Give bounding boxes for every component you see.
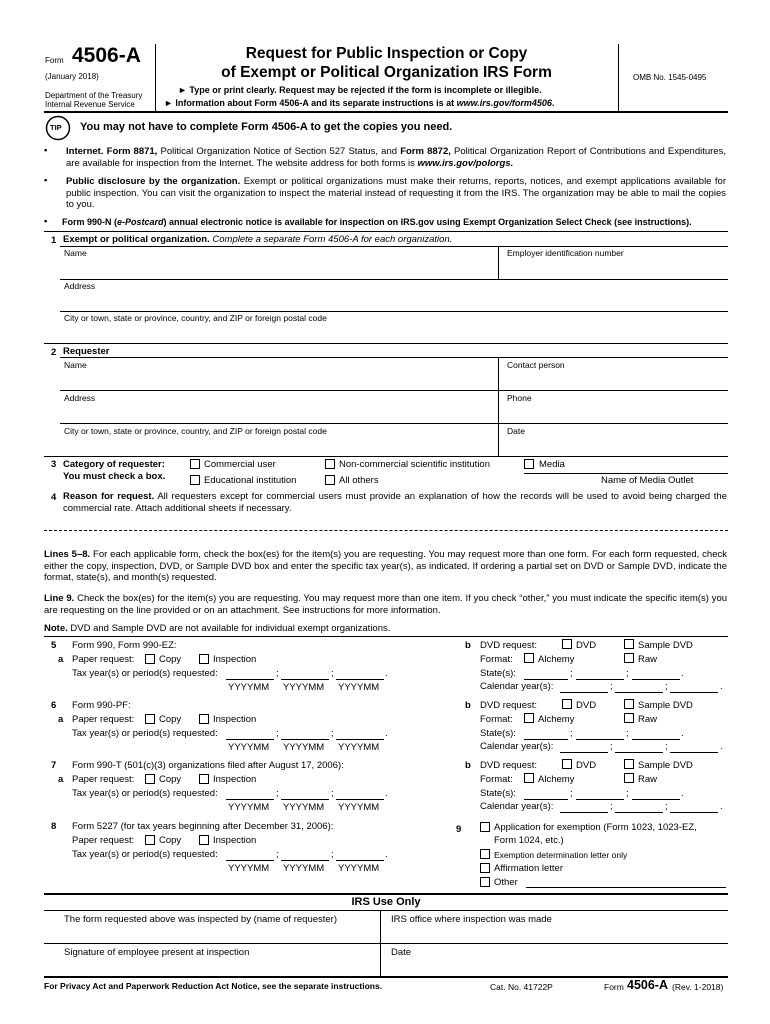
line7-dvd-request-label: DVD request: — [480, 760, 538, 771]
line7-taxyears-label: Tax year(s) or period(s) requested: — [72, 788, 218, 799]
line7-dvd-checkbox[interactable] — [562, 759, 572, 769]
line6-copy-checkbox[interactable] — [145, 714, 155, 724]
line6-year-field[interactable] — [226, 727, 274, 740]
requester-address-field[interactable] — [60, 404, 497, 422]
contact-person-field[interactable] — [499, 372, 727, 390]
line7-alchemy-label: Alchemy — [538, 774, 575, 785]
line6-dvd-request-label: DVD request: — [480, 700, 538, 711]
form4506-link[interactable]: www.irs.gov/form4506 — [456, 98, 552, 108]
line6-sep: ; — [570, 728, 573, 739]
line5-calendar-field[interactable] — [670, 680, 718, 693]
bullet-internet: Internet. Form 8871, Political Organization Notice of Section 527 Status, and Form 8872, Political Organization Report of Contributions and Expenditures, are available for inspection from the Internet. The website address for both forms is www.irs.gov/polorgs. — [66, 146, 726, 169]
footer-form-number: 4506-A — [627, 978, 668, 992]
line6-b-marker: b — [465, 700, 471, 711]
line5-yyyymm-hint: YYYYMM — [228, 682, 270, 693]
line7-inspection-checkbox[interactable] — [199, 774, 209, 784]
other-field[interactable] — [526, 876, 726, 888]
instruction-type: ► Type or print clearly. Request may be rejected if the form is incomplete or illegible. — [178, 85, 542, 95]
application-exemption-checkbox[interactable] — [480, 822, 490, 832]
line5-format-label: Format: — [480, 654, 513, 665]
line7-yyyymm-hint: YYYYMM — [228, 802, 270, 813]
tip-badge-text: TIP — [50, 123, 62, 132]
line2-title: Requester — [63, 346, 110, 357]
line5-sep: ; — [331, 668, 334, 679]
line7-a-marker: a — [58, 774, 64, 785]
line7-sep: ; — [626, 788, 629, 799]
line7-sample-dvd-label: Sample DVD — [638, 760, 693, 771]
line7-format-label: Format: — [480, 774, 513, 785]
line5-sep: ; — [626, 668, 629, 679]
line8-inspection-label: Inspection — [213, 835, 257, 846]
line7-dvd-label: DVD — [576, 760, 597, 771]
noncommercial-checkbox[interactable] — [325, 459, 335, 469]
line5-state-field[interactable] — [632, 667, 680, 680]
line5-yyyymm-hint: YYYYMM — [338, 682, 380, 693]
form-number: 4506-A — [72, 44, 141, 67]
line7-sep: ; — [331, 788, 334, 799]
line5-number: 5 — [51, 640, 57, 651]
form-title — [155, 44, 618, 82]
line6-yyyymm-hint: YYYYMM — [283, 742, 325, 753]
line6-calendar-label: Calendar year(s): — [480, 741, 554, 752]
line7-inspection-label: Inspection — [213, 774, 257, 785]
line6-inspection-label: Inspection — [213, 714, 257, 725]
line5-sep: . — [385, 668, 388, 679]
line6-sep: . — [720, 741, 723, 752]
line5-sep: . — [720, 681, 723, 692]
form-word: Form — [45, 56, 64, 65]
line5-year-field[interactable] — [281, 667, 329, 680]
line5-inspection-checkbox[interactable] — [199, 654, 209, 664]
form-date: (January 2018) — [45, 72, 99, 81]
omb-number: OMB No. 1545-0495 — [633, 73, 707, 82]
line5-b-marker: b — [465, 640, 471, 651]
line8-yyyymm-hint: YYYYMM — [338, 863, 380, 874]
line7-number: 7 — [51, 760, 57, 771]
exemption-letter-checkbox[interactable] — [480, 849, 490, 859]
line6-yyyymm-hint: YYYYMM — [228, 742, 270, 753]
line5-sep: ; — [570, 668, 573, 679]
line6-state-field[interactable] — [632, 727, 680, 740]
line7-b-marker: b — [465, 760, 471, 771]
line6-sep: . — [385, 728, 388, 739]
line5-a-marker: a — [58, 654, 64, 665]
line7-alchemy-checkbox[interactable] — [524, 773, 534, 783]
line7-calendar-label: Calendar year(s): — [480, 801, 554, 812]
educational-checkbox[interactable] — [190, 475, 200, 485]
commercial-user-checkbox[interactable] — [190, 459, 200, 469]
irs-use-title: IRS Use Only — [351, 896, 421, 908]
line6-sep: ; — [276, 728, 279, 739]
line5-title: Form 990, Form 990-EZ: — [72, 640, 177, 651]
line6-paper-label: Paper request: — [72, 714, 135, 725]
org-ein-field[interactable] — [499, 260, 727, 278]
line8-number: 8 — [51, 821, 57, 832]
line5-calendar-field[interactable] — [560, 680, 608, 693]
line5-yyyymm-hint: YYYYMM — [283, 682, 325, 693]
line8-title: Form 5227 (for tax years beginning after December 31, 2006): — [72, 821, 334, 832]
line5-sep: ; — [665, 681, 668, 692]
org-city-field[interactable] — [60, 324, 728, 342]
line5-copy-label: Copy — [159, 654, 182, 665]
line8-sep: ; — [276, 849, 279, 860]
line5-year-field[interactable] — [336, 667, 384, 680]
line5-sep: ; — [610, 681, 613, 692]
line8-copy-checkbox[interactable] — [145, 835, 155, 845]
line8-year-field[interactable] — [336, 848, 384, 861]
line6-sep: ; — [610, 741, 613, 752]
line5-alchemy-checkbox[interactable] — [524, 653, 534, 663]
line7-sep: . — [385, 788, 388, 799]
bullet-public-disclosure: Public disclosure by the organization. Exempt or political organizations must make their returns, reports, notices, and exempt applications available for public inspection. You can visit the organization to inspect the material instead of requesting it from the IRS. The organization may be able to mail the copies to you. — [66, 176, 726, 210]
line6-title: Form 990-PF: — [72, 700, 131, 711]
line5-copy-checkbox[interactable] — [145, 654, 155, 664]
line7-calendar-field[interactable] — [670, 800, 718, 813]
line8-paper-label: Paper request: — [72, 835, 135, 846]
requester-city-field[interactable] — [60, 437, 497, 455]
polorgs-link[interactable]: www.irs.gov/polorgs. — [417, 157, 514, 169]
line7-sep: ; — [570, 788, 573, 799]
all-others-checkbox[interactable] — [325, 475, 335, 485]
line7-paper-label: Paper request: — [72, 774, 135, 785]
org-name-field[interactable] — [60, 260, 497, 278]
line6-number: 6 — [51, 700, 57, 711]
line6-state-field[interactable] — [524, 727, 568, 740]
line6-states-label: State(s): — [480, 728, 516, 739]
irs-office-field[interactable] — [381, 926, 727, 941]
line5-raw-label: Raw — [638, 654, 658, 665]
note-text: Note. DVD and Sample DVD are not available for individual exempt organizations. — [44, 623, 391, 634]
line6-format-label: Format: — [480, 714, 513, 725]
line5-calendar-field[interactable] — [615, 680, 663, 693]
line7-sep: . — [720, 801, 723, 812]
tip-text: You may not have to complete Form 4506-A to get the copies you need. — [80, 121, 453, 133]
line5-paper-label: Paper request: — [72, 654, 135, 665]
line6-raw-checkbox[interactable] — [624, 713, 634, 723]
line7-year-field[interactable] — [336, 787, 384, 800]
line7-year-field[interactable] — [281, 787, 329, 800]
line7-sep: ; — [276, 788, 279, 799]
line7-state-field[interactable] — [632, 787, 680, 800]
phone-field[interactable] — [499, 404, 727, 422]
requester-name-field[interactable] — [60, 372, 497, 390]
line7-sep: ; — [665, 801, 668, 812]
line6-yyyymm-hint: YYYYMM — [338, 742, 380, 753]
line5-sep: ; — [276, 668, 279, 679]
line7-yyyymm-hint: YYYYMM — [338, 802, 380, 813]
line6-alchemy-label: Alchemy — [538, 714, 575, 725]
employee-signature-field[interactable] — [44, 959, 379, 975]
line6-copy-label: Copy — [159, 714, 182, 725]
line6-raw-label: Raw — [638, 714, 658, 725]
line5-states-label: State(s): — [480, 668, 516, 679]
line5-dvd-label: DVD — [576, 640, 597, 651]
line6-sep: ; — [331, 728, 334, 739]
line7-copy-checkbox[interactable] — [145, 774, 155, 784]
line7-state-field[interactable] — [524, 787, 568, 800]
privacy-notice: For Privacy Act and Paperwork Reduction Act Notice, see the separate instructions. — [44, 981, 383, 991]
line7-yyyymm-hint: YYYYMM — [283, 802, 325, 813]
dept-treasury: Department of the Treasury — [45, 91, 143, 100]
line7-state-field[interactable] — [576, 787, 624, 800]
reason-field[interactable] — [44, 516, 728, 528]
catalog-number: Cat. No. 41722P — [490, 982, 553, 992]
bullet-990n: Form 990-N (e-Postcard) annual electronic notice is available for inspection on IRS.gov using Exempt Organization Select Check (see instructions). — [62, 217, 692, 227]
line5-inspection-label: Inspection — [213, 654, 257, 665]
line6-state-field[interactable] — [576, 727, 624, 740]
line7-calendar-field[interactable] — [560, 800, 608, 813]
line5-taxyears-label: Tax year(s) or period(s) requested: — [72, 668, 218, 679]
line6-sample-dvd-label: Sample DVD — [638, 700, 693, 711]
line8-yyyymm-hint: YYYYMM — [283, 863, 325, 874]
lines-5-8-text: Lines 5–8. For each applicable form, check the box(es) for the item(s) you are requesting. You may request more than one form. For each form requested, check either the copy, inspection, DVD, or Sample DVD box and enter the specific tax year(s), as indicated. If ordering a partial set on DVD or Sample DVD, indicate the format, state(s), and month(s) requested. — [44, 549, 727, 583]
inspected-by-field[interactable] — [44, 926, 379, 941]
revision: (Rev. 1-2018) — [672, 982, 724, 992]
line7-copy-label: Copy — [159, 774, 182, 785]
line1-title: Exempt or political organization. Complete a separate Form 4506-A for each organization. — [63, 234, 453, 245]
line5-state-field[interactable] — [576, 667, 624, 680]
line6-dvd-checkbox[interactable] — [562, 699, 572, 709]
irs-name: Internal Revenue Service — [45, 100, 135, 109]
line6-sep: ; — [626, 728, 629, 739]
line5-raw-checkbox[interactable] — [624, 653, 634, 663]
line8-year-field[interactable] — [226, 848, 274, 861]
title-line-1: Request for Public Inspection or Copy — [245, 45, 528, 62]
line6-dvd-label: DVD — [576, 700, 597, 711]
other-checkbox[interactable] — [480, 877, 490, 887]
line7-title: Form 990-T (501(c)(3) organizations filed after August 17, 2006): — [72, 760, 344, 771]
line6-alchemy-checkbox[interactable] — [524, 713, 534, 723]
line7-sep: . — [681, 788, 684, 799]
line7-states-label: State(s): — [480, 788, 516, 799]
line8-yyyymm-hint: YYYYMM — [228, 863, 270, 874]
line6-year-field[interactable] — [336, 727, 384, 740]
title-line-2: of Exempt or Political Organization IRS Form — [221, 64, 552, 81]
line6-inspection-checkbox[interactable] — [199, 714, 209, 724]
line7-calendar-field[interactable] — [615, 800, 663, 813]
line8-taxyears-label: Tax year(s) or period(s) requested: — [72, 849, 218, 860]
line6-a-marker: a — [58, 714, 64, 725]
line5-calendar-label: Calendar year(s): — [480, 681, 554, 692]
line5-sample-dvd-checkbox[interactable] — [624, 639, 634, 649]
line6-calendar-field[interactable] — [615, 740, 663, 753]
line6-sample-dvd-checkbox[interactable] — [624, 699, 634, 709]
line6-sep: ; — [665, 741, 668, 752]
line6-taxyears-label: Tax year(s) or period(s) requested: — [72, 728, 218, 739]
line7-raw-label: Raw — [638, 774, 658, 785]
line6-year-field[interactable] — [281, 727, 329, 740]
line7-year-field[interactable] — [226, 787, 274, 800]
line8-year-field[interactable] — [281, 848, 329, 861]
irs-date-field[interactable] — [381, 959, 727, 975]
date-field[interactable] — [499, 437, 727, 455]
line8-inspection-checkbox[interactable] — [199, 835, 209, 845]
line-9-text: Line 9. Check the box(es) for the item(s) you are requesting. You may request more than one item. If you check “other,” you must indicate the specific item(s) you are requesting on the line provided or on an attachment. See instructions for more information. — [44, 593, 728, 616]
line5-sample-dvd-label: Sample DVD — [638, 640, 693, 651]
line7-raw-checkbox[interactable] — [624, 773, 634, 783]
line5-state-field[interactable] — [524, 667, 568, 680]
line5-alchemy-label: Alchemy — [538, 654, 575, 665]
affirmation-letter-checkbox[interactable] — [480, 863, 490, 873]
line5-year-field[interactable] — [226, 667, 274, 680]
line5-dvd-request-label: DVD request: — [480, 640, 538, 651]
line5-dvd-checkbox[interactable] — [562, 639, 572, 649]
line7-sample-dvd-checkbox[interactable] — [624, 759, 634, 769]
line5-sep: . — [681, 668, 684, 679]
line6-sep: . — [681, 728, 684, 739]
media-outlet-field[interactable] — [524, 460, 728, 474]
line4-text: Reason for request. All requesters except for commercial users must provide an explanation of how the records will be used to avoid being charged the commercial rate. Attach additional sheets if necessary. — [63, 491, 727, 514]
org-address-field[interactable] — [60, 292, 728, 310]
line6-calendar-field[interactable] — [670, 740, 718, 753]
line6-calendar-field[interactable] — [560, 740, 608, 753]
line7-sep: ; — [610, 801, 613, 812]
line8-sep: ; — [331, 849, 334, 860]
line8-sep: . — [385, 849, 388, 860]
instruction-info: ► Information about Form 4506-A and its separate instructions is at www.irs.gov/form4506. — [164, 98, 555, 108]
line8-copy-label: Copy — [159, 835, 182, 846]
